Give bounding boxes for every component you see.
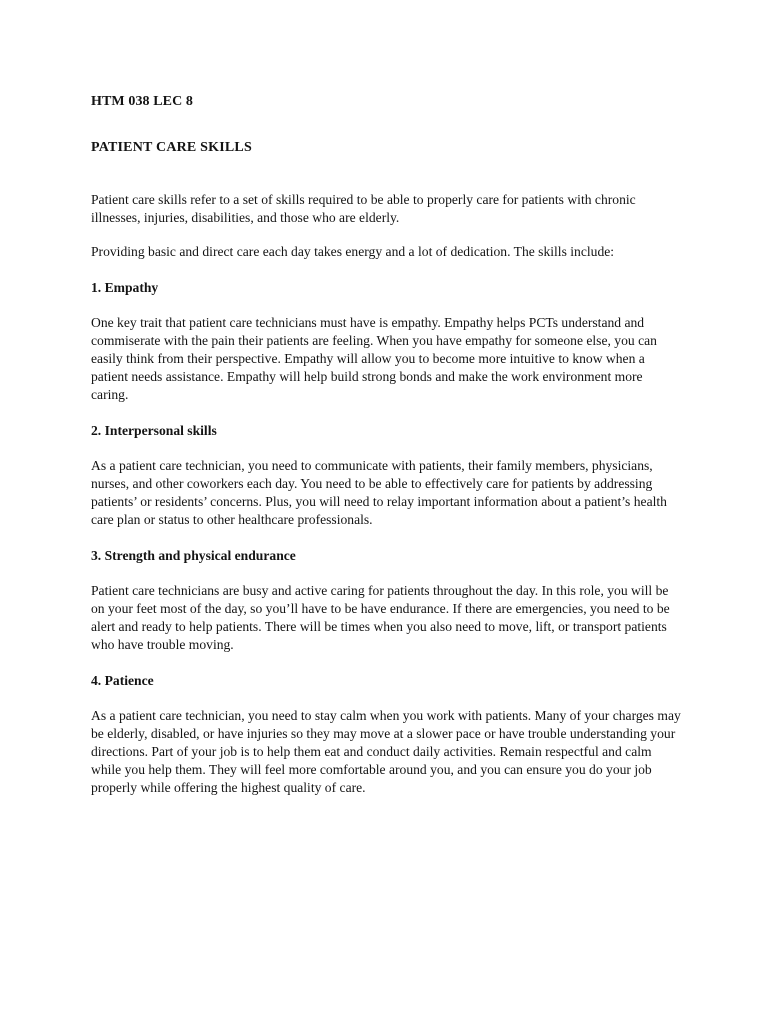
- section-interpersonal-skills: [91, 422, 681, 529]
- section-body: One key trait that patient care technicians must have is empathy. Empathy helps PCTs understand and commiserate with the pain their patients are feeling. When you have empathy for someone else, you can easily think from their perspective. Empathy will allow you to become more intuitive to know when a patient needs assistance. Empathy will help build strong bonds and make the work environment more caring.: [91, 315, 657, 402]
- section-patience: [91, 672, 681, 797]
- document-title: PATIENT CARE SKILLS: [91, 140, 252, 155]
- intro-paragraph: Patient care skills refer to a set of skills required to be able to properly care for patients with chronic illnesses, injuries, disabilities, and those who are elderly.: [91, 192, 636, 225]
- section-body: As a patient care technician, you need to stay calm when you work with patients. Many of your charges may be elderly, disabled, or have injuries so they may move at a slower pace or have trouble understanding your directions. Part of your job is to help them eat and conduct daily activities. Remain respectful and calm while you help them. They will feel more comfortable around you, and you can ensure you do your job properly while offering the highest quality of care.: [91, 708, 681, 795]
- intro-paragraph: Providing basic and direct care each day takes energy and a lot of dedication. The skills include:: [91, 244, 615, 259]
- course-code: HTM 038 LEC 8: [91, 94, 194, 109]
- document-content: [91, 93, 681, 797]
- section-heading: 3. Strength and physical endurance: [91, 548, 296, 563]
- section-body: Patient care technicians are busy and active caring for patients throughout the day. In this role, you will be on your feet most of the day, so you’ll have to be have endurance. If there are emergencies, you need to be alert and ready to help patients. There will be times when you also need to move, lift, or transport patients who have trouble moving.: [91, 583, 670, 652]
- section-empathy: [91, 279, 681, 404]
- section-heading: 4. Patience: [91, 673, 154, 688]
- section-body: As a patient care technician, you need to communicate with patients, their family members, physicians, nurses, and other coworkers each day. You need to be able to effectively care for patients by addressing patients’ or residents’ concerns. Plus, you will need to relay important information about a patient’s health care plan or status to other healthcare professionals.: [91, 458, 667, 527]
- section-heading: 1. Empathy: [91, 280, 159, 295]
- section-heading: 2. Interpersonal skills: [91, 423, 217, 438]
- section-strength-endurance: [91, 547, 681, 654]
